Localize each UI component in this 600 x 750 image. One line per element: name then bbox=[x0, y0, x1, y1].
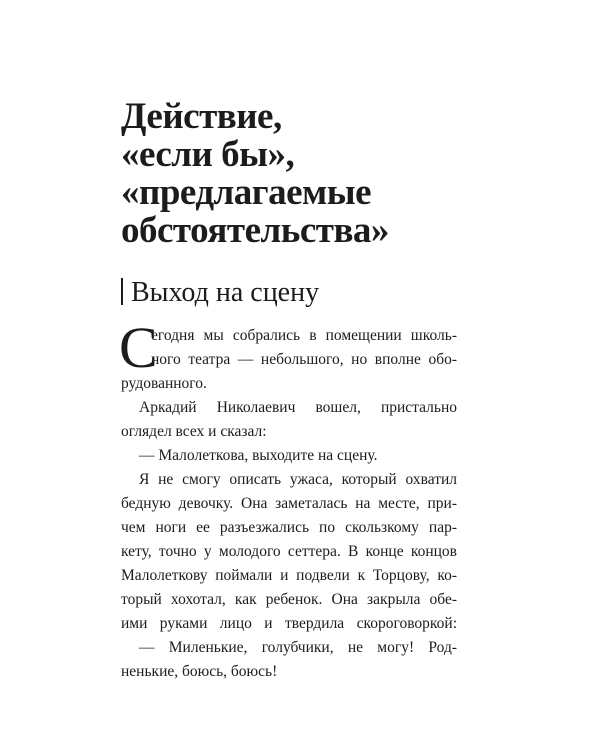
paragraph-line: Аркадий Николаевич вошел, пристально bbox=[139, 399, 457, 416]
paragraph-line: чем ноги ее разъезжались по скользкому пар- bbox=[121, 519, 457, 536]
chapter-title-line: «предлагаемые bbox=[121, 172, 372, 213]
paragraph-line: кету, точно у молодого сеттера. В конце концов bbox=[121, 543, 457, 560]
paragraph-line: торый хохотал, как ребенок. Она закрыла обе- bbox=[121, 591, 457, 608]
section-heading-text: Выход на сцену bbox=[131, 277, 320, 308]
paragraph-line: ими руками лицо и твердила скороговоркой: bbox=[121, 615, 457, 632]
paragraph-line: — Миленькие, голубчики, не могу! Род- bbox=[139, 639, 457, 656]
paragraph-line: ненькие, боюсь, боюсь! bbox=[121, 663, 278, 680]
chapter-title-line: обстоятельства» bbox=[121, 210, 389, 251]
paragraph-line: С егодня мы собрались в помещении школь- bbox=[119, 315, 457, 380]
paragraph-line: — Малолеткова, выходите на сцену. bbox=[139, 447, 378, 464]
chapter-title-line: «если бы», bbox=[121, 134, 295, 175]
chapter-title bbox=[121, 98, 541, 250]
section-heading-bar bbox=[121, 278, 123, 305]
body-text bbox=[119, 315, 457, 684]
paragraph-line: Малолеткову поймали и подвели к Торцову, ко- bbox=[121, 567, 457, 584]
paragraph-line: рудованного. bbox=[121, 375, 207, 392]
paragraph-line: Я не смогу описать ужаса, который охватил bbox=[139, 471, 457, 488]
section-heading bbox=[121, 276, 319, 310]
chapter-title-line: Действие, bbox=[121, 96, 282, 137]
drop-cap: С bbox=[119, 315, 158, 380]
paragraph-line: бедную девочку. Она заметалась на месте, при- bbox=[121, 495, 457, 512]
paragraph-line: оглядел всех и сказал: bbox=[121, 423, 267, 440]
paragraph-line: ного театра — небольшого, но вполне обо- bbox=[151, 351, 457, 368]
